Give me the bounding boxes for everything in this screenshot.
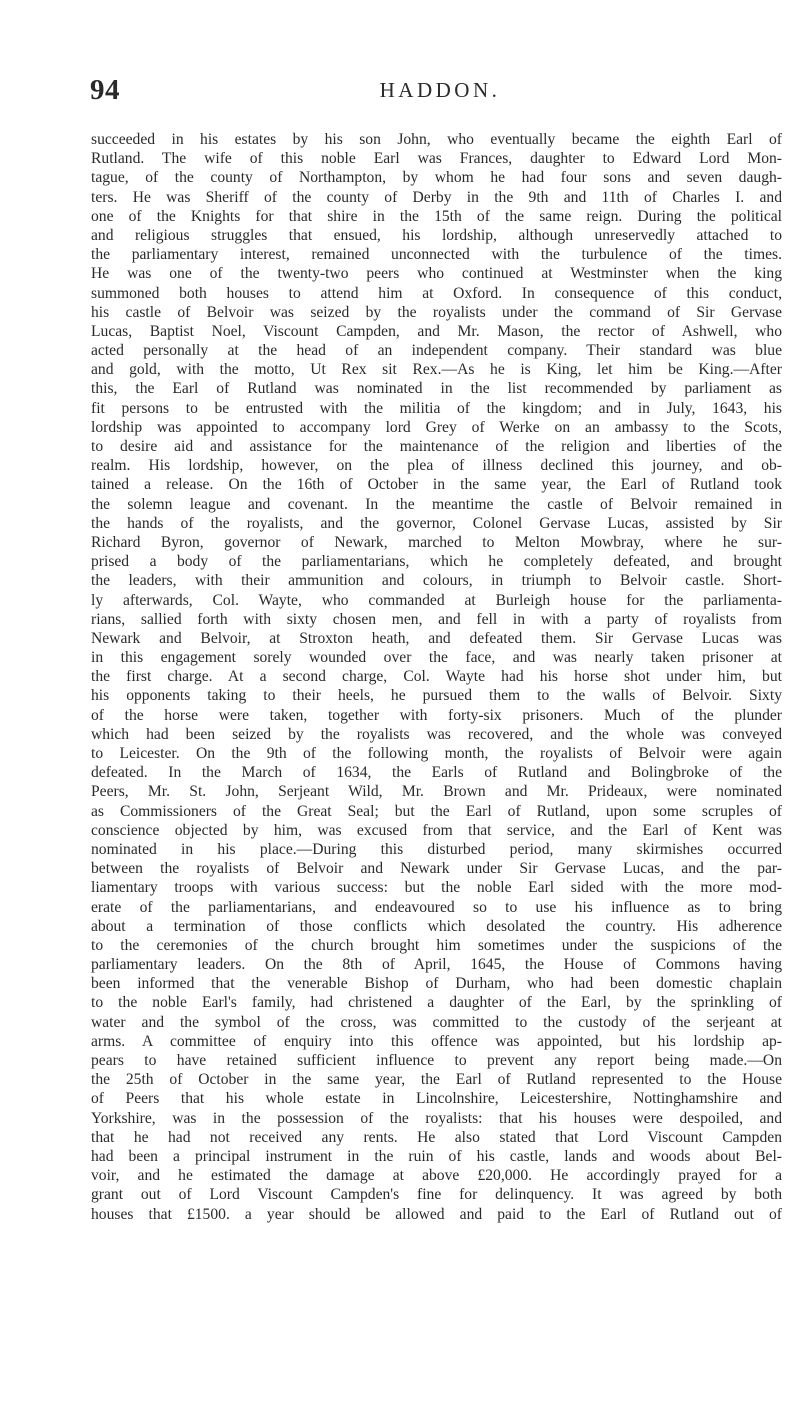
text-line: Newark and Belvoir, at Stroxton heath, and defeated them. Sir Gervase Lucas was <box>91 629 782 647</box>
text-line: liamentary troops with various success: but the noble Earl sided with the more mod- <box>91 879 782 897</box>
text-line: to the ceremonies of the church brought him sometimes under the suspicions of the <box>91 936 782 954</box>
text-line: one of the Knights for that shire in the 15th of the same reign. During the political <box>91 207 782 225</box>
text-line: voir, and he estimated the damage at above £20,000. He accordingly prayed for a <box>91 1167 782 1185</box>
text-line: his castle of Belvoir was seized by the royalists under the command of Sir Gervase <box>91 303 782 321</box>
text-line: parliamentary leaders. On the 8th of April, 1645, the House of Commons having <box>91 956 782 974</box>
text-line: the solemn league and covenant. In the meantime the castle of Belvoir remained in <box>91 495 782 513</box>
text-line: this, the Earl of Rutland was nominated in the list recommended by parliament as <box>91 380 782 398</box>
text-line: and religious struggles that ensued, his lordship, although unreservedly attached to <box>91 226 782 244</box>
text-line: He was one of the twenty-two peers who continued at Westminster when the king <box>91 265 782 283</box>
text-line: pears to have retained sufficient influence to prevent any report being made.—On <box>91 1052 782 1069</box>
text-line: to Leicester. On the 9th of the following month, the royalists of Belvoir were again <box>91 745 782 762</box>
text-line: the first charge. At a second charge, Col. Wayte had his horse shot under him, but <box>91 668 782 686</box>
text-line: to the noble Earl's family, had christened a daughter of the Earl, by the sprinkling of <box>91 994 782 1012</box>
text-line: Lucas, Baptist Noel, Viscount Campden, and Mr. Mason, the rector of Ashwell, who <box>91 322 782 340</box>
text-line: of the horse were taken, together with forty-six prisoners. Much of the plunder <box>91 706 782 724</box>
text-line: houses that £1500. a year should be allowed and paid to the Earl of Rutland out of <box>91 1205 782 1223</box>
text-line: arms. A committee of enquiry into this offence was appointed, but his lordship ap- <box>91 1032 782 1050</box>
text-line: been informed that the venerable Bishop of Durham, who had been domestic chaplain <box>91 975 782 993</box>
text-line: in this engagement sorely wounded over the face, and was nearly taken prisoner at <box>91 649 782 667</box>
text-line: that he had not received any rents. He also stated that Lord Viscount Campden <box>91 1128 782 1146</box>
text-line: grant out of Lord Viscount Campden's fine for delinquency. It was agreed by both <box>91 1186 782 1204</box>
text-line: defeated. In the March of 1634, the Earls of Rutland and Bolingbroke of the <box>91 764 782 782</box>
text-line: Peers, Mr. St. John, Serjeant Wild, Mr. Brown and Mr. Prideaux, were nominated <box>91 783 782 801</box>
text-line: tained a release. On the 16th of October in the same year, the Earl of Rutland took <box>91 476 782 494</box>
text-line: acted personally at the head of an independent company. Their standard was blue <box>91 342 782 360</box>
text-line: ly afterwards, Col. Wayte, who commanded at Burleigh house for the parliamenta- <box>91 591 782 609</box>
text-line: about a termination of those conflicts which desolated the country. His adherence <box>91 917 782 935</box>
page-number: 94 <box>90 74 120 106</box>
text-line: his opponents taking to their heels, he pursued them to the walls of Belvoir. Sixty <box>91 687 782 705</box>
text-line: of Peers that his whole estate in Lincolnshire, Leicestershire, Nottinghamshire and <box>91 1090 782 1108</box>
page-header <box>90 72 780 108</box>
text-line: between the royalists of Belvoir and Newark under Sir Gervase Lucas, and the par- <box>91 860 782 878</box>
body-text <box>91 130 782 1224</box>
text-line: erate of the parliamentarians, and endeavoured so to use his influence as to bring <box>91 898 782 916</box>
text-line: the hands of the royalists, and the governor, Colonel Gervase Lucas, assisted by Sir <box>91 514 782 532</box>
text-line: had been a principal instrument in the ruin of his castle, lands and woods about Bel- <box>91 1147 782 1165</box>
text-line: Richard Byron, governor of Newark, marched to Melton Mowbray, where he sur- <box>91 533 782 551</box>
text-line: which had been seized by the royalists was recovered, and the whole was conveyed <box>91 725 782 743</box>
running-title: HADDON. <box>379 78 501 102</box>
text-line: succeeded in his estates by his son John, who eventually became the eighth Earl of <box>91 131 782 148</box>
text-line: summoned both houses to attend him at Oxford. In consequence of this conduct, <box>91 284 782 302</box>
text-line: and gold, with the motto, Ut Rex sit Rex.—As he is King, let him be King.—After <box>91 361 782 379</box>
text-line: Yorkshire, was in the possession of the royalists: that his houses were despoiled, and <box>91 1109 782 1127</box>
text-line: the parliamentary interest, remained unconnected with the turbulence of the times. <box>91 246 782 264</box>
text-line: conscience objected by him, was excused from that service, and the Earl of Kent was <box>91 821 782 839</box>
text-line: tague, of the county of Northampton, by whom he had four sons and seven daugh- <box>91 169 782 187</box>
text-line: the 25th of October in the same year, the Earl of Rutland represented to the House <box>91 1071 782 1089</box>
text-line: fit persons to be entrusted with the militia of the kingdom; and in July, 1643, his <box>91 399 782 417</box>
text-line: as Commissioners of the Great Seal; but the Earl of Rutland, upon some scruples of <box>91 802 782 820</box>
text-line: nominated in his place.—During this disturbed period, many skirmishes occurred <box>91 840 782 858</box>
text-line: lordship was appointed to accompany lord Grey of Werke on an ambassy to the Scots, <box>91 418 782 436</box>
text-line: ters. He was Sheriff of the county of Derby in the 9th and 11th of Charles I. and <box>91 188 782 206</box>
text-line: to desire aid and assistance for the maintenance of the religion and liberties of the <box>91 438 782 455</box>
text-line: Rutland. The wife of this noble Earl was Frances, daughter to Edward Lord Mon- <box>91 150 782 168</box>
text-line: rians, sallied forth with sixty chosen men, and fell in with a party of royalists from <box>91 610 782 628</box>
text-line: the leaders, with their ammunition and colours, in triumph to Belvoir castle. Short- <box>91 572 782 590</box>
text-line: prised a body of the parliamentarians, which he completely defeated, and brought <box>91 553 782 571</box>
text-line: water and the symbol of the cross, was committed to the custody of the serjeant at <box>91 1013 782 1031</box>
text-line: realm. His lordship, however, on the plea of illness declined this journey, and ob- <box>91 457 782 475</box>
